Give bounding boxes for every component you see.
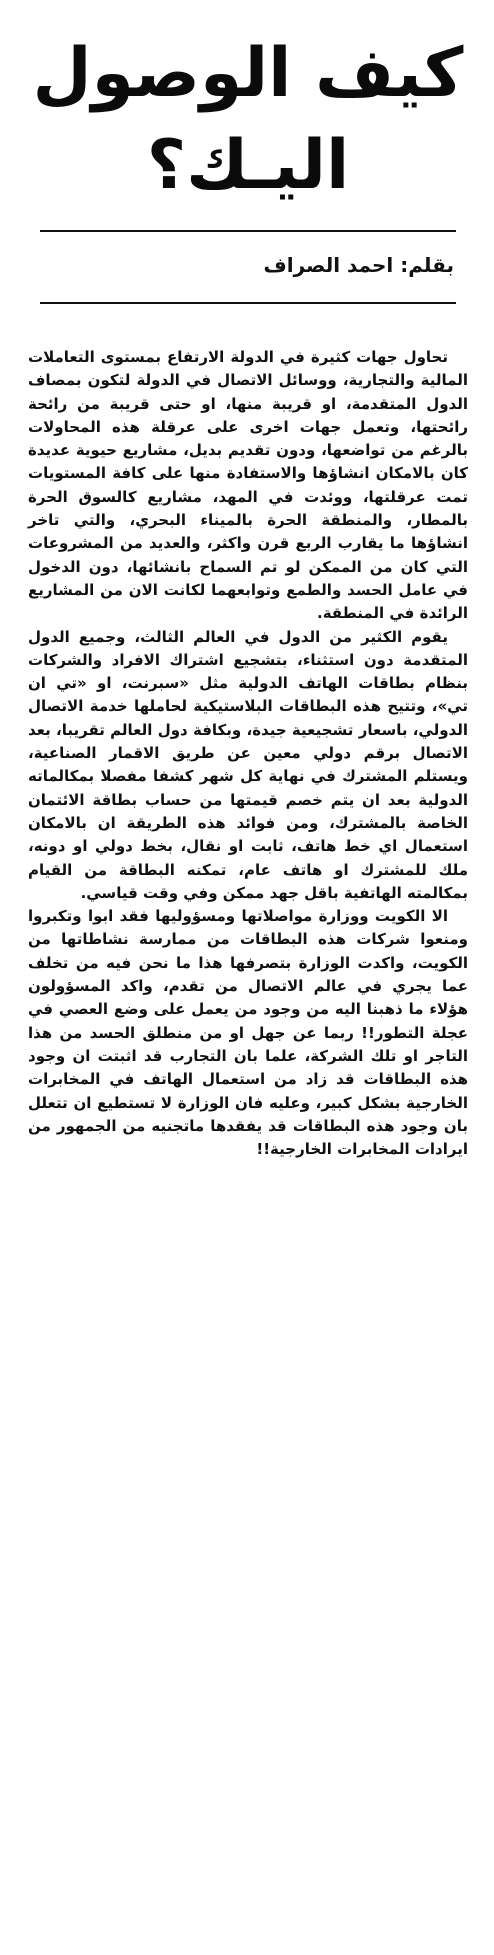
- paragraph-1: تحاول جهات كثيرة في الدولة الارتفاع بمستوى التعاملات المالية والتجارية، ووسائل الاتصال في الدولة لتكون بمصاف الدول المتقدمة، او قريبة منها، او حتى قريبة من رائحة رائحتها، وتعمل جهات اخرى على عرقلة هذه المحاولات بالرغم من تواضعها، ودون تقديم بديل، مشاريع حيوية عديدة كان بالامكان انشاؤها والاستفادة منها على كافة المستويات تمت عرقلتها، ووئدت في المهد، مشاريع كالسوق الحرة بالمطار، والمنطقة الحرة بالميناء البحري، والتي تاخر انشاؤها ما يقارب الربع قرن واكثر، والعديد من المشروعات التي كان من الممكن لو تم السماح بانشائها، دون الدخول في عامل الحسد والطمع وتوابعهما لكانت الان من المشاريع الرائدة في المنطقة.: [28, 348, 468, 623]
- paragraph-3: الا الكويت ووزارة مواصلاتها ومسؤوليها فقد ابوا وتكبروا ومنعوا شركات هذه البطاقات من ممارسة نشاطاتها من الكويت، واكدت الوزارة بتصرفها هذا ما نحن فيه من تخلف عما يجري في عالم الاتصال من تقدم، واكد المسؤولون هؤلاء ما ذهبنا اليه من وجود من يعمل على وضع العصي في عجلة التطور!! ربما عن جهل او من منطلق الحسد من هذا التاجر او تلك الشركة، علما بان التجارب قد اثبتت ان وجود هذه البطاقات قد زاد من استعمال الهاتف في المخابرات الخارجية بشكل كبير، وعليه فان الوزارة لا تستطيع ان تتعلل بان وجود هذه البطاقات قد يفقدها ماتجنيه من الجمهور من ايرادات المخابرات الخارجية!!: [28, 907, 468, 1159]
- article-body: [28, 346, 468, 1161]
- divider-top: [40, 230, 456, 232]
- headline: [24, 28, 472, 212]
- headline-line-1: كيف الوصول: [32, 34, 464, 113]
- headline-line-2: اليـك؟: [146, 126, 350, 205]
- byline: بقلم: احمد الصراف: [263, 253, 454, 277]
- divider-bottom: [40, 302, 456, 304]
- paragraph-2: يقوم الكثير من الدول في العالم الثالث، وجميع الدول المتقدمة دون استثناء، بتشجيع اشتراك الافراد والشركات بنظام بطاقات الهاتف الدولية مثل «سبرنت، او «تي ان تي»، وتتيح هذه البطاقات البلاستيكية لحاملها خدمة الاتصال الدولي، باسعار تشجيعية جيدة، وبكافة دول العالم تقريبا، بعد الاتصال برقم دولي معين عن طريق الاقمار الصناعية، ويستلم المشترك في نهاية كل شهر كشفا مفصلا بمكالماته الدولية بعد ان يتم خصم قيمتها من حساب بطاقة الائتمان الخاصة بالمشترك، ومن فوائد هذه الطريقة ان بالامكان استعمال اي خط هاتف، ثابت او نقال، بخط دولي او دونه، ملك للمشترك او هاتف عام، تمكنه البطاقة من القيام بمكالمته الهاتفية باقل جهد ممكن وفي وقت قياسي.: [28, 627, 468, 902]
